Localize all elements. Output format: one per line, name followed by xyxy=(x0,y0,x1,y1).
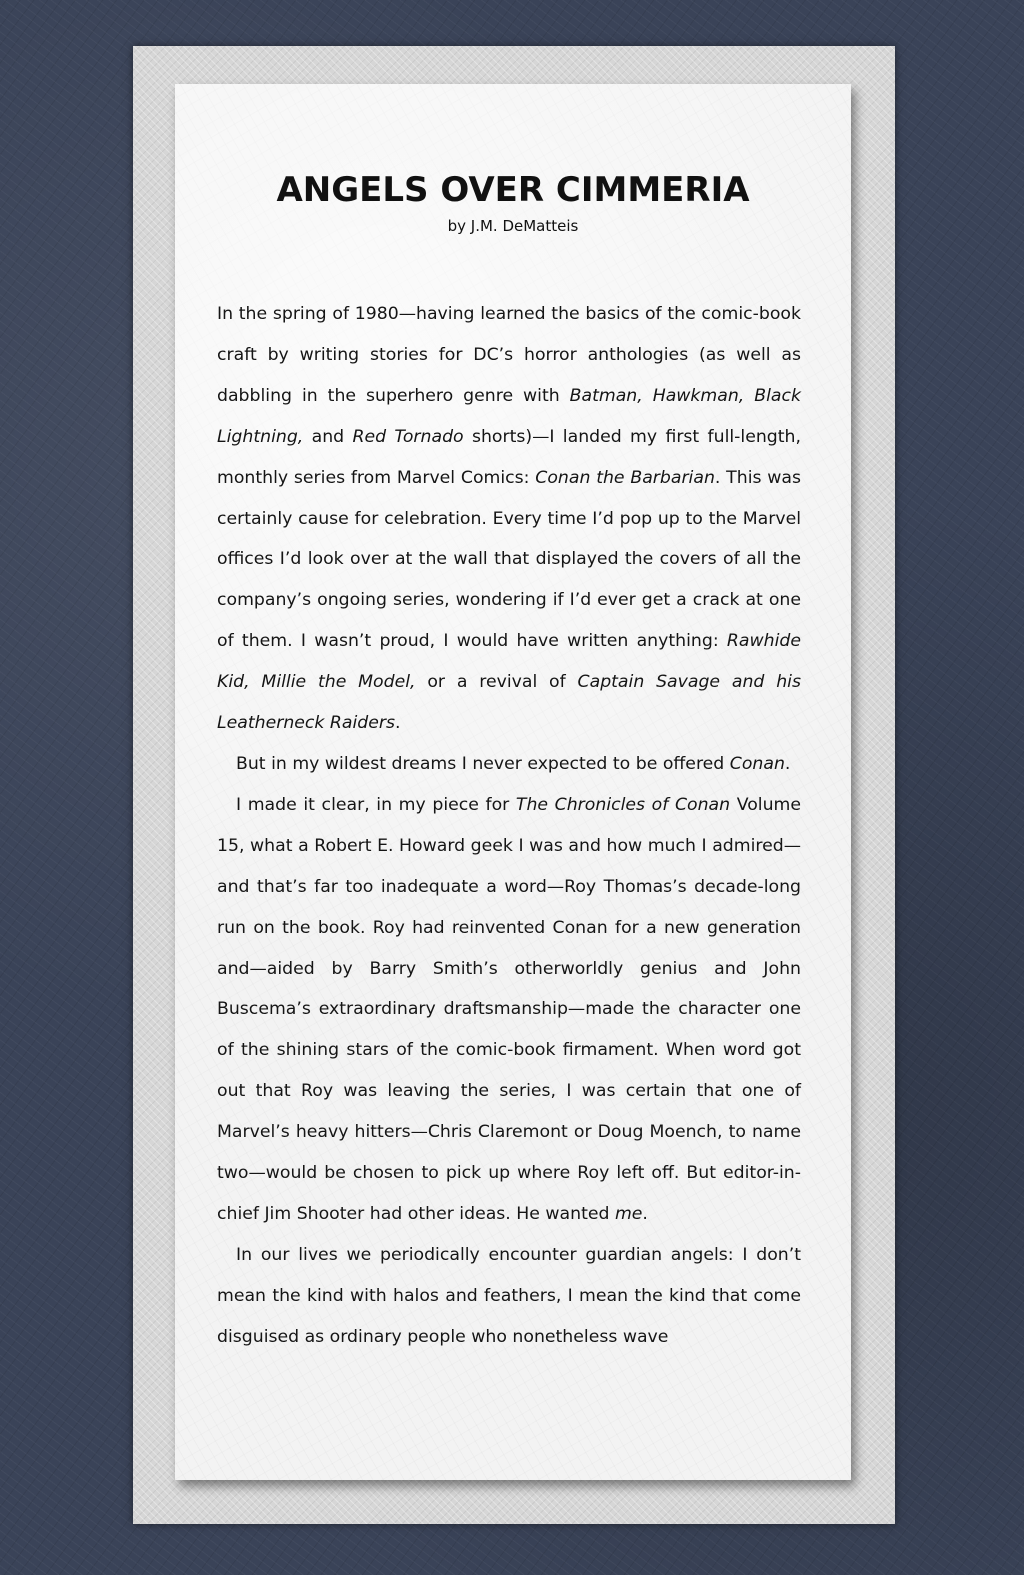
text-segment: or a revival of xyxy=(415,672,578,693)
paragraph xyxy=(217,294,801,744)
article-byline: by J.M. DeMatteis xyxy=(447,217,579,235)
text-segment: . xyxy=(642,1203,648,1224)
paragraph xyxy=(217,785,801,1235)
italic-title: Rawhide Kid, Millie the Model, xyxy=(217,631,801,693)
page-paper xyxy=(175,84,851,1480)
paragraph xyxy=(217,744,801,785)
text-segment: Volume 15, what a Robert E. Howard geek I was and how much I admired—and that’s far too inadequate a word—Roy Thomas’s decade-long run on the book. Roy had reinvented Conan for a new generation and—aided by Barry Smith’s otherworldly genius and John Buscema’s extraordinary draftsmanship—made the character one of the shining stars of the comic-book firmament. When word got out that Roy was leaving the series, I was certain that one of Marvel’s heavy hitters—Chris Claremont or Doug Moench, to name two—would be chosen to pick up where Roy left off. But editor-in-chief Jim Shooter had other ideas. He wanted xyxy=(217,794,801,1224)
text-segment: In the spring of 1980—having learned the basics of the comic-book craft by writing stories for DC’s horror anthologies (as well as dabbling in the superhero genre with xyxy=(217,304,801,406)
article-body xyxy=(217,294,801,1358)
italic-title: Batman, Hawkman, Black Lightning, xyxy=(217,385,801,447)
text-segment: . xyxy=(784,753,791,774)
italic-emphasis: me xyxy=(614,1203,643,1224)
text-segment: . xyxy=(395,713,401,734)
italic-title: Conan xyxy=(729,753,785,774)
text-segment: I made it clear, in my piece for xyxy=(236,794,516,815)
text-segment: shorts)—I landed my first full-length, monthly series from Marvel Comics: xyxy=(217,426,801,488)
paragraph xyxy=(217,1235,801,1358)
article-title: ANGELS OVER CIMMERIA xyxy=(276,170,750,210)
text-segment: In our lives we periodically encounter guardian angels: I don’t mean the kind with halos and feathers, I mean the kind that come disguised as ordinary people who nonetheless wave xyxy=(217,1244,801,1347)
italic-title: Conan the Barbarian xyxy=(535,467,715,488)
text-segment: But in my wildest dreams I never expected to be offered xyxy=(236,753,730,774)
text-segment: . This was certainly cause for celebration. Every time I’d pop up to the Marvel offices I’d look over at the wall that displayed the covers of all the company’s ongoing series, wondering if I’d ever get a crack at one of them. I wasn’t proud, I would have written anything: xyxy=(217,467,801,652)
italic-title: Red Tornado xyxy=(352,426,464,447)
text-segment: and xyxy=(303,426,353,447)
italic-title: The Chronicles of Conan xyxy=(515,794,731,815)
italic-title: Captain Savage and his Leatherneck Raiders xyxy=(217,672,801,734)
